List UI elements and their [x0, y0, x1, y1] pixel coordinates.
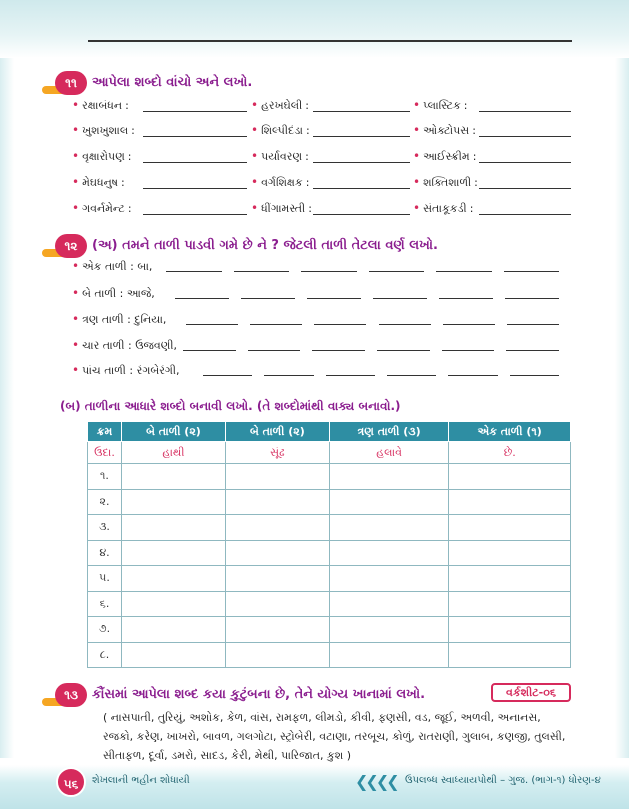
answer-line[interactable]	[313, 188, 410, 189]
colon-mark: :	[127, 202, 132, 215]
answer-line[interactable]	[313, 111, 410, 112]
footer-left-text: શેખલાની ભહીન શોધાયી	[92, 775, 190, 786]
answer-line[interactable]	[443, 324, 495, 325]
bullet-icon: •	[413, 201, 421, 215]
header-be-tali-1: બે તાળી (૨)	[122, 422, 226, 442]
row-number: ૭.	[88, 617, 122, 643]
answer-line[interactable]	[301, 271, 357, 272]
answer-cell[interactable]	[329, 489, 449, 515]
answer-line[interactable]	[442, 350, 495, 351]
table-row	[88, 540, 571, 566]
word-item	[72, 201, 132, 216]
answer-line[interactable]	[313, 162, 410, 163]
answer-line[interactable]	[143, 188, 247, 189]
word-label: ધીંગામસ્તી	[261, 202, 306, 215]
bullet-icon: •	[413, 123, 421, 137]
answer-cell[interactable]	[225, 515, 329, 541]
answer-cell[interactable]	[329, 540, 449, 566]
colon-mark: :	[123, 313, 135, 326]
footer-chevrons-icon: ❮❮❮❮	[355, 772, 397, 791]
bullet-icon: •	[251, 149, 259, 163]
answer-line[interactable]	[166, 271, 222, 272]
word-item	[251, 175, 309, 190]
answer-line[interactable]	[203, 375, 252, 376]
answer-cell[interactable]	[225, 642, 329, 668]
table-row	[88, 591, 571, 617]
answer-line[interactable]	[479, 136, 571, 137]
table-header-row	[88, 422, 571, 442]
answer-cell[interactable]	[329, 515, 449, 541]
answer-line[interactable]	[175, 298, 229, 299]
row-number: ૬.	[88, 591, 122, 617]
answer-cell[interactable]	[225, 566, 329, 592]
section-12-badge: ૧૨	[55, 234, 87, 258]
colon-mark: :	[120, 176, 125, 189]
example-label: ઉદા.	[88, 442, 122, 464]
tali-example: રંગબેરંગી,	[136, 364, 180, 377]
bullet-icon: •	[72, 175, 80, 189]
answer-cell[interactable]	[449, 464, 571, 490]
top-rule	[88, 40, 572, 42]
footer-band	[0, 765, 629, 809]
answer-cell[interactable]	[329, 566, 449, 592]
bullet-icon: •	[251, 175, 259, 189]
colon-mark: :	[472, 150, 477, 163]
word-label: રક્ષાબંધન	[82, 99, 123, 112]
example-cell-1: હાથી	[122, 442, 226, 464]
bullet-icon: •	[72, 259, 80, 273]
colon-mark: :	[125, 99, 129, 112]
bullet-icon: •	[413, 149, 421, 163]
section-11-title: આપેલા શબ્દો વાંચો અને લખો.	[92, 75, 253, 90]
answer-line[interactable]	[234, 271, 290, 272]
section-13-badge: ૧૩	[55, 683, 87, 707]
answer-line[interactable]	[313, 136, 410, 137]
answer-line[interactable]	[241, 298, 295, 299]
bullet-icon: •	[251, 98, 259, 112]
word-item	[251, 123, 310, 138]
answer-cell[interactable]	[225, 464, 329, 490]
answer-cell[interactable]	[329, 642, 449, 668]
bullet-icon: •	[251, 201, 259, 215]
example-cell-4: છે.	[449, 442, 571, 464]
answer-cell[interactable]	[122, 566, 226, 592]
word-label: વૃક્ષારોપણ	[82, 150, 125, 163]
worksheet-tag: વર્કશીટ-૦૬	[491, 683, 571, 702]
family-word-list: ( નાસપાતી, તુરિયું, અશોક, કેળ, વાંસ, રામફળ, લીમડો, કીવી, ફણસી, વડ, જૂઈ, અળવી, અનાનસ, રજકો, કરેણ, ખાખરો, બાવળ, ગલગોટા, સ્ટ્રોબેરી, વટાણા, તરબૂચ, કોળું, રાતરાણી, ગુલાબ, કણજી, તુલસી, સીતાફળ, દૂર્વા, ડમરો, સાદડ, કેરી, મેથી, પારિજાત, કુશ )	[103, 711, 566, 762]
word-item	[251, 201, 312, 216]
answer-cell[interactable]	[449, 540, 571, 566]
word-label: મેઘધનુષ	[82, 176, 118, 189]
word-item	[72, 175, 125, 190]
bullet-icon: •	[72, 312, 80, 326]
answer-cell[interactable]	[449, 515, 571, 541]
tali-label: એક તાળી	[82, 260, 127, 273]
table-row	[88, 489, 571, 515]
word-label: શક્તિશાળી	[423, 176, 472, 189]
word-label: પર્યાવરણ	[261, 150, 303, 163]
answer-line[interactable]	[183, 350, 236, 351]
word-label: વર્ગશિક્ષક	[261, 176, 303, 189]
answer-cell[interactable]	[449, 591, 571, 617]
answer-cell[interactable]	[329, 617, 449, 643]
word-item	[72, 149, 132, 164]
header-tran-tali: ત્રણ તાળી (૩)	[329, 422, 449, 442]
answer-line[interactable]	[510, 375, 559, 376]
tali-example: બા,	[137, 260, 153, 273]
section-b-title: (બ) તાળીના આધારે શબ્દો બનાવી લખો. (તે શબ્દોમાંથી વાક્ય બનાવો.)	[60, 399, 401, 413]
word-label: પ્લાસ્ટિક	[423, 99, 461, 112]
word-label: સંતાકૂકડી	[423, 202, 467, 215]
word-item	[413, 123, 476, 138]
bullet-icon: •	[413, 98, 421, 112]
row-number: ૪.	[88, 540, 122, 566]
page-number: ૫૬	[56, 767, 86, 797]
syllable-table	[87, 421, 571, 668]
word-item	[413, 175, 478, 190]
row-number: ૧.	[88, 464, 122, 490]
tali-row	[72, 312, 166, 327]
word-item	[72, 123, 135, 138]
bullet-icon: •	[72, 149, 80, 163]
example-cell-3: હલાવે	[329, 442, 449, 464]
right-strip	[615, 58, 629, 758]
tali-label: ચાર તાળી	[82, 339, 125, 352]
word-item	[72, 98, 129, 113]
footer-right-text: ઉપલબ્ધ સ્વાધ્યાયપોથી – ગુજ. (ભાગ-૧) ધોરણ-૪	[405, 775, 601, 786]
bullet-icon: •	[72, 286, 80, 300]
answer-line[interactable]	[479, 214, 571, 215]
colon-mark: :	[305, 124, 310, 137]
top-band	[0, 0, 629, 58]
colon-mark: :	[469, 202, 474, 215]
table-row	[88, 617, 571, 643]
word-item	[413, 98, 468, 113]
answer-cell[interactable]	[449, 642, 571, 668]
table-example-row	[88, 442, 571, 464]
answer-line[interactable]	[312, 350, 365, 351]
colon-mark: :	[131, 124, 135, 137]
row-number: ૩.	[88, 515, 122, 541]
colon-mark: :	[127, 150, 132, 163]
tali-label: પાંચ તાળી	[82, 364, 126, 377]
tali-example: દુનિયા,	[134, 313, 167, 326]
answer-line[interactable]	[313, 214, 410, 215]
answer-line[interactable]	[387, 375, 436, 376]
answer-line[interactable]	[448, 375, 497, 376]
word-label: શિલ્પીદંડા	[261, 124, 303, 137]
bullet-icon: •	[413, 175, 421, 189]
answer-line[interactable]	[479, 111, 571, 112]
answer-cell[interactable]	[122, 642, 226, 668]
answer-line[interactable]	[373, 298, 427, 299]
word-item	[413, 201, 473, 216]
tali-row	[72, 338, 177, 353]
answer-cell[interactable]	[225, 591, 329, 617]
answer-line[interactable]	[479, 162, 571, 163]
word-item	[251, 149, 309, 164]
answer-cell[interactable]	[122, 515, 226, 541]
colon-mark: :	[305, 99, 309, 112]
word-label: ગવર્નમેન્ટ	[82, 202, 125, 215]
answer-cell[interactable]	[449, 489, 571, 515]
answer-line[interactable]	[436, 271, 492, 272]
answer-line[interactable]	[143, 111, 247, 112]
word-label: ઓક્ટોપસ	[423, 124, 470, 137]
answer-line[interactable]	[326, 375, 375, 376]
answer-line[interactable]	[506, 350, 559, 351]
colon-mark: :	[463, 99, 468, 112]
word-label: ખુશખુશાલ	[82, 124, 129, 137]
bullet-icon: •	[72, 338, 80, 352]
answer-line[interactable]	[248, 350, 301, 351]
word-label: આઈસ્ક્રીમ	[423, 150, 470, 163]
bullet-icon: •	[251, 123, 259, 137]
colon-mark: :	[308, 202, 312, 215]
answer-cell[interactable]	[449, 617, 571, 643]
answer-cell[interactable]	[225, 540, 329, 566]
tali-example: આજે,	[126, 287, 155, 300]
header-ek-tali: એક તાળી (૧)	[449, 422, 571, 442]
answer-cell[interactable]	[225, 617, 329, 643]
answer-cell[interactable]	[122, 591, 226, 617]
answer-line[interactable]	[186, 324, 238, 325]
answer-cell[interactable]	[122, 617, 226, 643]
answer-cell[interactable]	[122, 540, 226, 566]
row-number: ૮.	[88, 642, 122, 668]
answer-cell[interactable]	[449, 566, 571, 592]
table-row	[88, 515, 571, 541]
tali-row	[72, 286, 155, 301]
tali-label: ત્રણ તાળી	[82, 313, 124, 326]
header-be-tali-2: બે તાળી (૨)	[225, 422, 329, 442]
word-item	[251, 98, 309, 113]
answer-cell[interactable]	[329, 591, 449, 617]
row-number: ૨.	[88, 489, 122, 515]
answer-cell[interactable]	[122, 464, 226, 490]
bullet-icon: •	[72, 123, 80, 137]
tali-row	[72, 259, 152, 274]
tali-example: ઉજવણી,	[135, 339, 177, 352]
answer-line[interactable]	[479, 188, 571, 189]
colon-mark: :	[116, 287, 127, 300]
colon-mark: :	[305, 150, 309, 163]
table-row	[88, 566, 571, 592]
answer-cell[interactable]	[225, 489, 329, 515]
answer-line[interactable]	[250, 324, 302, 325]
colon-mark: :	[124, 339, 136, 352]
left-strip	[0, 58, 14, 758]
colon-mark: :	[125, 364, 137, 377]
colon-mark: :	[472, 124, 476, 137]
bullet-icon: •	[72, 98, 80, 112]
section-13-title: કૌંસમાં આપેલા શબ્દ કયા કુટુંબના છે, તેને યોગ્ય ખાનામાં લખો.	[92, 687, 426, 702]
section-12-title: (અ) તમને તાળી પાડવી ગમે છે ને ? જેટલી તાળી તેટલા વર્ણ લખો.	[92, 238, 438, 253]
answer-line[interactable]	[439, 298, 493, 299]
table-row	[88, 464, 571, 490]
answer-line[interactable]	[307, 298, 361, 299]
answer-line[interactable]	[264, 375, 313, 376]
answer-line[interactable]	[505, 298, 559, 299]
answer-line[interactable]	[143, 162, 247, 163]
row-number: ૫.	[88, 566, 122, 592]
answer-cell[interactable]	[122, 489, 226, 515]
header-krama: ક્રમ	[88, 422, 122, 442]
answer-cell[interactable]	[329, 464, 449, 490]
answer-line[interactable]	[369, 271, 425, 272]
word-item	[413, 149, 476, 164]
section-11-badge: ૧૧	[55, 71, 87, 95]
answer-line[interactable]	[379, 324, 431, 325]
answer-line[interactable]	[507, 324, 559, 325]
colon-mark: :	[474, 176, 478, 189]
colon-mark: :	[305, 176, 310, 189]
table-row	[88, 642, 571, 668]
answer-line[interactable]	[314, 324, 366, 325]
answer-line[interactable]	[504, 271, 560, 272]
tali-row	[72, 363, 180, 378]
colon-mark: :	[126, 260, 138, 273]
bullet-icon: •	[72, 201, 80, 215]
tali-label: બે તાળી	[82, 287, 117, 300]
answer-line[interactable]	[377, 350, 430, 351]
answer-line[interactable]	[143, 214, 247, 215]
bullet-icon: •	[72, 363, 80, 377]
answer-line[interactable]	[143, 136, 247, 137]
word-label: હરખઘેલી	[261, 99, 303, 112]
example-cell-2: સૂંઢ	[225, 442, 329, 464]
